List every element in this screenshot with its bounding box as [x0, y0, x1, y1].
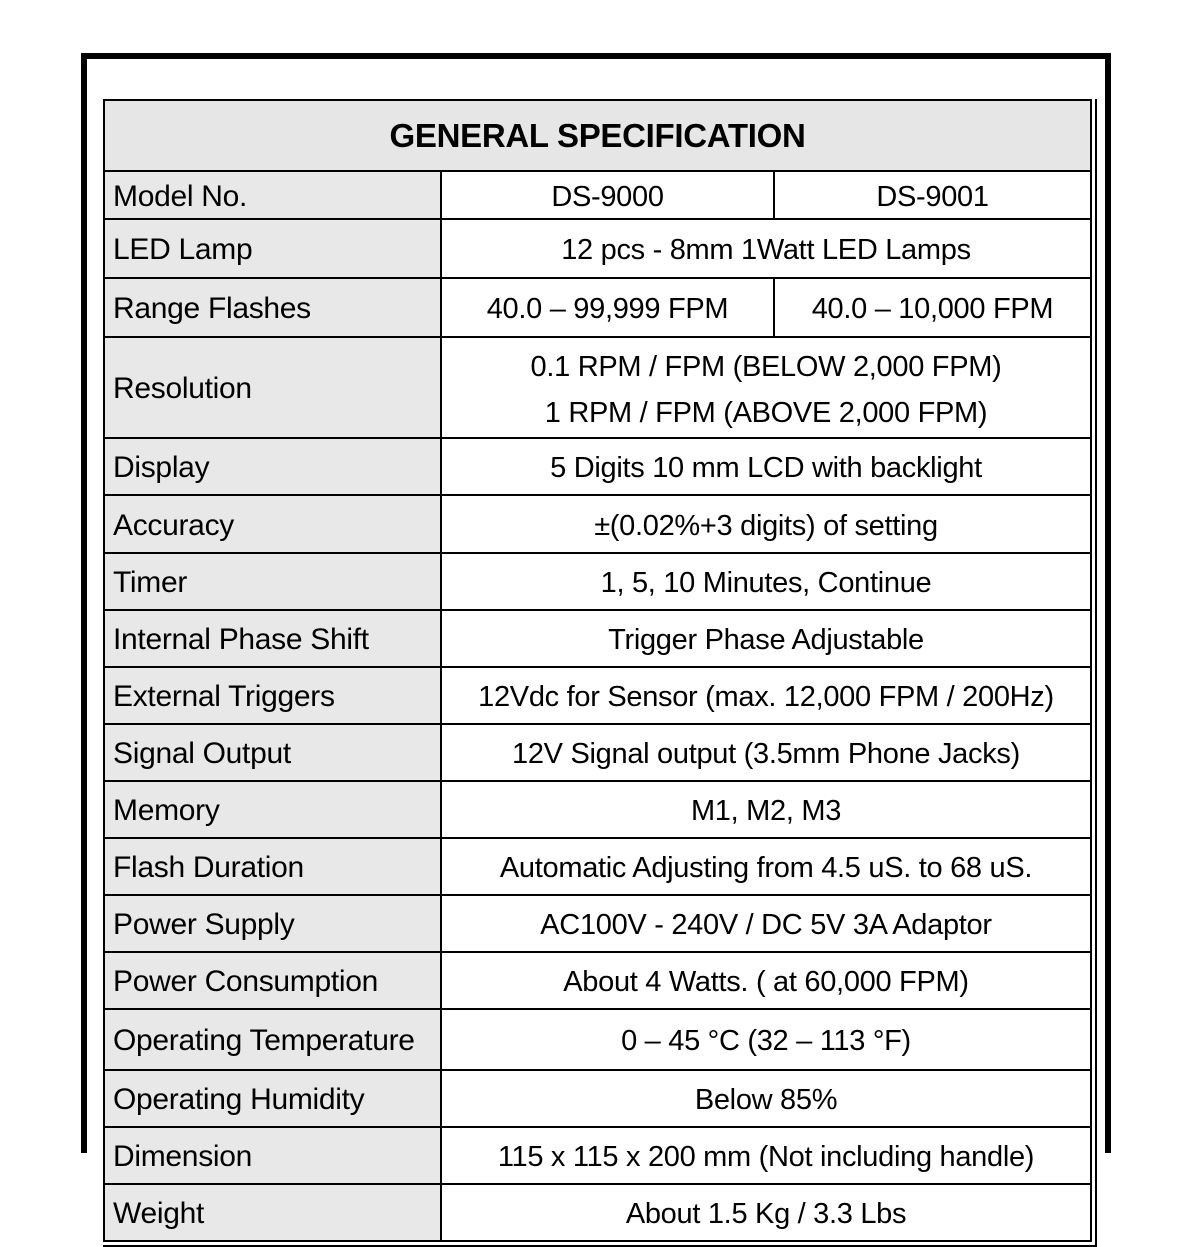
spec-value: Trigger Phase Adjustable	[441, 610, 1091, 667]
spec-value	[441, 337, 1091, 438]
spec-label: Power Consumption	[104, 952, 441, 1009]
spec-row-range-flashes	[104, 278, 1091, 337]
spec-row-display	[104, 438, 1091, 495]
spec-row-operating-temperature	[104, 1009, 1091, 1070]
spec-row-flash-duration	[104, 838, 1091, 895]
spec-value: 40.0 – 99,999 FPM	[441, 278, 774, 337]
spec-row-signal-output	[104, 724, 1091, 781]
spec-label: Resolution	[104, 337, 441, 438]
spec-label: Memory	[104, 781, 441, 838]
spec-label: Weight	[104, 1184, 441, 1241]
spec-label: Accuracy	[104, 495, 441, 553]
spec-label: Display	[104, 438, 441, 495]
spec-value: 0 – 45 °C (32 – 113 °F)	[441, 1009, 1091, 1070]
spec-label: Power Supply	[104, 895, 441, 952]
spec-row-memory	[104, 781, 1091, 838]
spec-value: 40.0 – 10,000 FPM	[774, 278, 1091, 337]
spec-row-model-no	[104, 171, 1091, 219]
general-specification-table	[103, 99, 1092, 1242]
spec-row-weight	[104, 1184, 1091, 1241]
spec-value: Automatic Adjusting from 4.5 uS. to 68 uS.	[441, 838, 1091, 895]
spec-label: Timer	[104, 553, 441, 610]
spec-row-led-lamp	[104, 219, 1091, 278]
table-title: GENERAL SPECIFICATION	[104, 100, 1091, 171]
spec-row-power-consumption	[104, 952, 1091, 1009]
spec-label: Internal Phase Shift	[104, 610, 441, 667]
spec-value-line: 1 RPM / FPM (ABOVE 2,000 FPM)	[544, 396, 988, 429]
spec-value: DS-9000	[441, 171, 774, 219]
spec-value: 5 Digits 10 mm LCD with backlight	[441, 438, 1091, 495]
spec-row-resolution	[104, 337, 1091, 438]
spec-row-operating-humidity	[104, 1070, 1091, 1127]
spec-label: Flash Duration	[104, 838, 441, 895]
spec-row-internal-phase-shift	[104, 610, 1091, 667]
spec-value: ±(0.02%+3 digits) of setting	[441, 495, 1091, 553]
spec-value-line: 0.1 RPM / FPM (BELOW 2,000 FPM)	[530, 350, 1002, 383]
spec-row-power-supply	[104, 895, 1091, 952]
spec-value: 12V Signal output (3.5mm Phone Jacks)	[441, 724, 1091, 781]
spec-label: Operating Humidity	[104, 1070, 441, 1127]
spec-row-timer	[104, 553, 1091, 610]
general-specification-table-wrap	[103, 99, 1097, 1247]
spec-label: Model No.	[104, 171, 441, 219]
spec-label: Dimension	[104, 1127, 441, 1184]
spec-value: DS-9001	[774, 171, 1091, 219]
spec-value: AC100V - 240V / DC 5V 3A Adaptor	[441, 895, 1091, 952]
spec-label: External Triggers	[104, 667, 441, 724]
spec-label: Range Flashes	[104, 278, 441, 337]
spec-value: Below 85%	[441, 1070, 1091, 1127]
spec-value: M1, M2, M3	[441, 781, 1091, 838]
spec-value: 115 x 115 x 200 mm (Not including handle)	[441, 1127, 1091, 1184]
spec-label: Signal Output	[104, 724, 441, 781]
table-title-row	[104, 100, 1091, 171]
spec-value: 12 pcs - 8mm 1Watt LED Lamps	[441, 219, 1091, 278]
spec-row-external-triggers	[104, 667, 1091, 724]
spec-row-accuracy	[104, 495, 1091, 553]
spec-value: About 1.5 Kg / 3.3 Lbs	[441, 1184, 1091, 1241]
spec-value: About 4 Watts. ( at 60,000 FPM)	[441, 952, 1091, 1009]
spec-value: 1, 5, 10 Minutes, Continue	[441, 553, 1091, 610]
spec-row-dimension	[104, 1127, 1091, 1184]
spec-label: Operating Temperature	[104, 1009, 441, 1070]
spec-value: 12Vdc for Sensor (max. 12,000 FPM / 200Hz)	[441, 667, 1091, 724]
spec-label: LED Lamp	[104, 219, 441, 278]
